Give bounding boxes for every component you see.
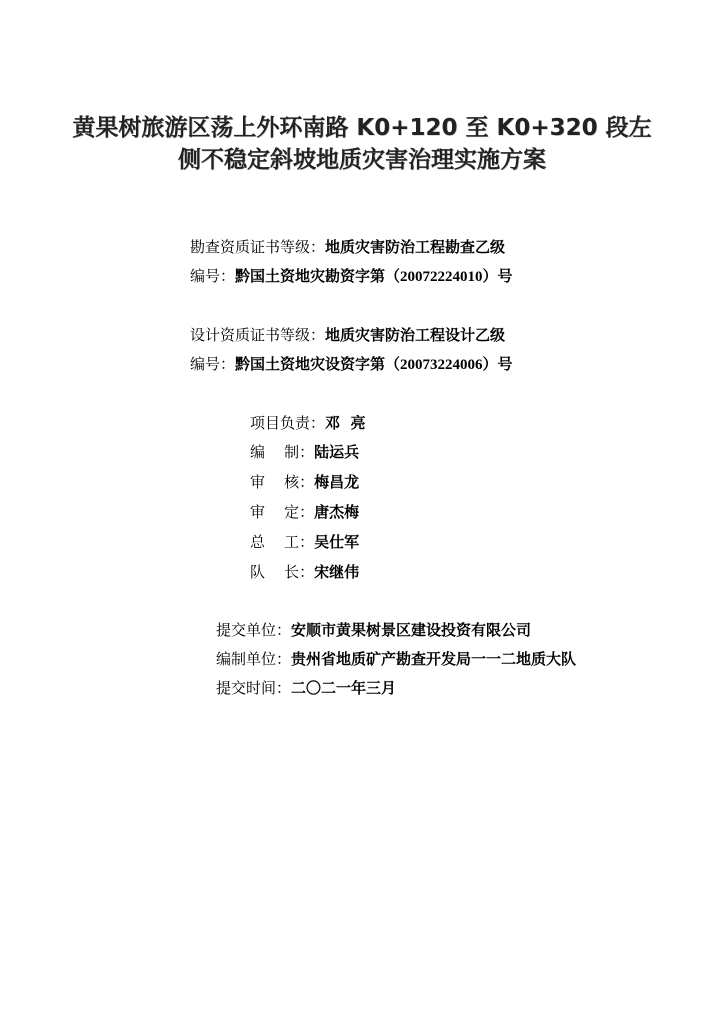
staff-role-label: 项目负责： <box>250 414 326 432</box>
staff-row-chief-engineer <box>250 531 359 553</box>
survey-number-suffix: 号 <box>497 267 513 285</box>
submission-date-row <box>216 677 396 699</box>
design-number-suffix: 号 <box>497 355 513 373</box>
staff-row-project-lead <box>250 412 365 434</box>
staff-role-label: 审 核： <box>250 473 315 491</box>
survey-number-label: 编号： <box>190 267 236 285</box>
staff-row-compiler <box>250 441 359 463</box>
survey-qualification-row <box>190 236 505 258</box>
submission-date-value: 二〇二一年三月 <box>291 679 397 697</box>
staff-name: 宋继伟 <box>314 563 360 581</box>
design-certificate-number-row <box>190 353 513 376</box>
staff-name: 唐杰梅 <box>314 503 360 521</box>
compiling-unit-row <box>216 648 576 670</box>
staff-name: 吴仕军 <box>314 533 360 551</box>
staff-role-label: 队 长： <box>250 563 315 581</box>
survey-certificate-number-row <box>190 265 513 288</box>
survey-qualification-value: 地质灾害防治工程勘查乙级 <box>325 238 506 256</box>
staff-name: 梅昌龙 <box>314 473 360 491</box>
compiling-unit-value: 贵州省地质矿产勘查开发局一一二地质大队 <box>291 650 577 668</box>
survey-number-digits: （20072224010） <box>385 269 498 285</box>
submitting-unit-value: 安顺市黄果树景区建设投资有限公司 <box>291 621 532 639</box>
design-qualification-value: 地质灾害防治工程设计乙级 <box>325 326 506 344</box>
submitting-unit-row <box>216 619 531 641</box>
staff-row-approver <box>250 501 359 523</box>
survey-number-prefix: 黔国土资地灾勘资字第 <box>235 267 386 285</box>
survey-qualification-label: 勘查资质证书等级： <box>190 238 326 256</box>
staff-name: 邓 亮 <box>325 414 366 432</box>
design-number-prefix: 黔国土资地灾设资字第 <box>235 355 386 373</box>
document-title-line-1: 黄果树旅游区荡上外环南路 K0+120 至 K0+320 段左 <box>72 115 652 141</box>
staff-row-reviewer <box>250 471 359 493</box>
staff-role-label: 编 制： <box>250 443 315 461</box>
submission-date-label: 提交时间： <box>216 679 292 697</box>
document-title-line-2: 侧不稳定斜坡地质灾害治理实施方案 <box>178 147 546 173</box>
compiling-unit-label: 编制单位： <box>216 650 292 668</box>
design-qualification-row <box>190 324 505 346</box>
design-qualification-label: 设计资质证书等级： <box>190 326 326 344</box>
staff-role-label: 总 工： <box>250 533 315 551</box>
staff-row-team-leader <box>250 561 359 583</box>
submitting-unit-label: 提交单位： <box>216 621 292 639</box>
design-number-label: 编号： <box>190 355 236 373</box>
staff-role-label: 审 定： <box>250 503 315 521</box>
staff-name: 陆运兵 <box>314 443 360 461</box>
design-number-digits: （20073224006） <box>385 357 498 373</box>
